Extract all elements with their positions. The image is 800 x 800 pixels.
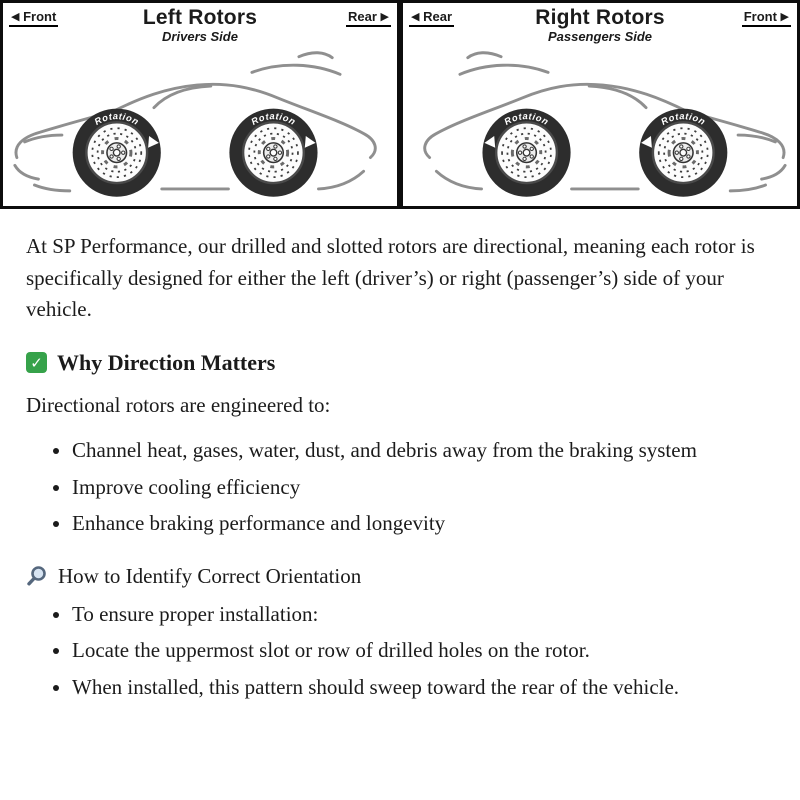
rear-direction-label: Rear ▶	[346, 9, 391, 27]
rotation-label: Rotation	[659, 110, 708, 127]
bullet-item: • Locate the uppermost slot or row of drilled holes on the rotor.	[72, 635, 774, 667]
magnifier-icon	[26, 565, 48, 587]
right-arrow-icon: ▶	[780, 11, 789, 23]
bullet-item: • To ensure proper installation:	[72, 599, 774, 631]
front-direction-label: ◀ Front	[9, 9, 58, 27]
section-lead: Directional rotors are engineered to:	[26, 392, 331, 417]
bullet-item: • When installed, this pattern should sweep toward the rear of the vehicle.	[72, 672, 774, 704]
panel-subtitle: Drivers Side	[162, 29, 238, 45]
bullet-item: • Enhance braking performance and longevity	[72, 508, 774, 540]
panel-right-header	[409, 7, 791, 44]
orientation-list	[26, 599, 774, 704]
article-body	[0, 209, 800, 735]
section-heading-identify-orientation	[26, 564, 774, 589]
check-icon: ✓	[26, 352, 47, 373]
rotation-label: Rotation	[92, 110, 141, 127]
panel-right-rotors	[400, 0, 800, 209]
front-direction-label: Front ▶	[742, 9, 791, 27]
rear-direction-label: ◀ Rear	[409, 9, 454, 27]
rotor-direction-diagram	[0, 0, 800, 209]
left-arrow-icon: ◀	[411, 11, 420, 23]
rotation-label: Rotation	[502, 110, 551, 127]
panel-title: Right Rotors	[535, 6, 665, 29]
car-illustration-left	[9, 42, 391, 207]
section-title: Why Direction Matters	[57, 349, 276, 375]
panel-left-header	[9, 7, 391, 44]
car-illustration-right	[409, 42, 791, 207]
bullet-item: • Improve cooling efficiency	[72, 472, 774, 504]
benefits-list	[26, 435, 774, 540]
section-title: How to Identify Correct Orientation	[58, 563, 362, 588]
bullet-item: • Channel heat, gases, water, dust, and debris away from the braking system	[72, 435, 774, 467]
left-arrow-icon: ◀	[11, 11, 20, 23]
panel-title: Left Rotors	[142, 6, 258, 29]
panel-left-rotors	[0, 0, 400, 209]
right-arrow-icon: ▶	[380, 11, 389, 23]
rotation-label: Rotation	[249, 110, 298, 127]
intro-paragraph: At SP Performance, our drilled and slotted rotors are directional, meaning each rotor is specifically designed for either the left (driver’s) or right (passenger’s) side of your vehicle.	[26, 234, 755, 322]
panel-subtitle: Passengers Side	[547, 29, 653, 45]
section-heading-why-direction-matters	[26, 350, 774, 376]
